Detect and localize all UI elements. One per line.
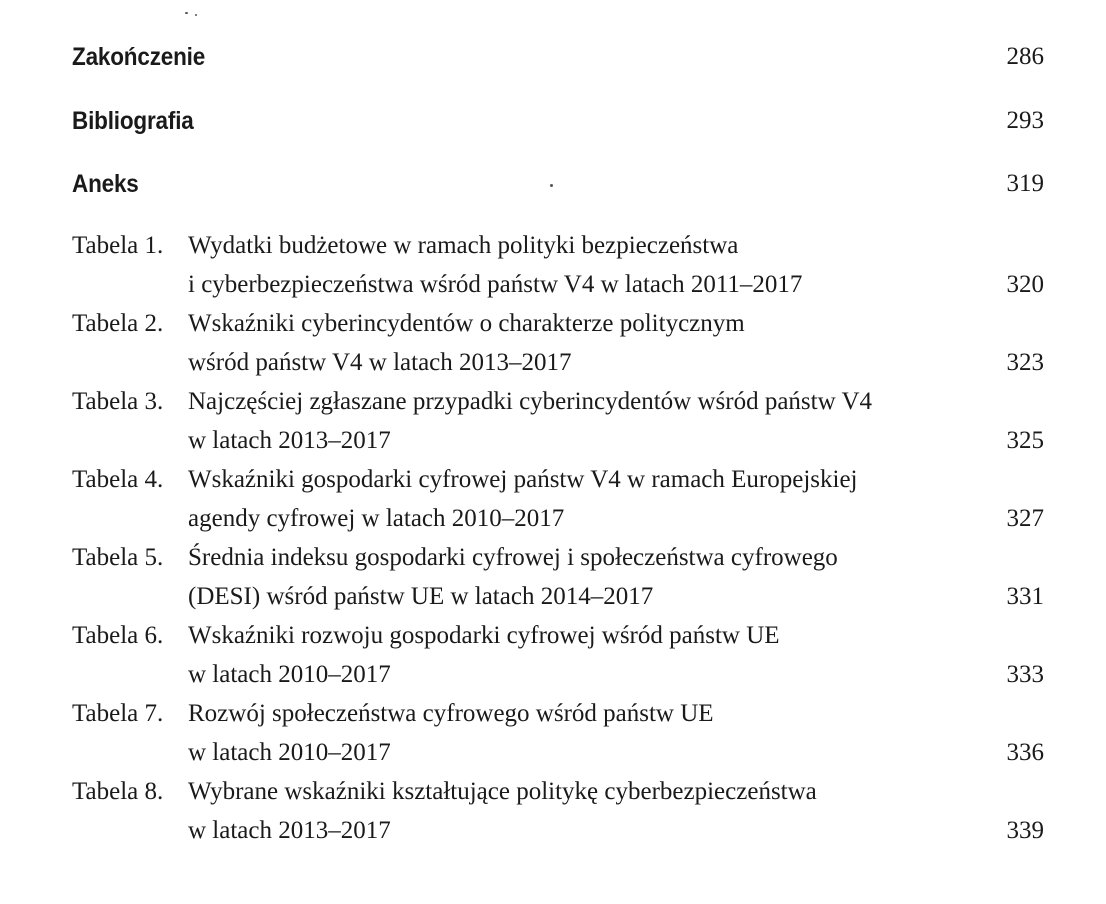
table-label: Tabela 6. <box>72 622 164 649</box>
table-label: Tabela 1. <box>72 232 164 259</box>
table-label: Tabela 4. <box>72 466 164 493</box>
toc-table-entry <box>72 382 1044 460</box>
table-title-line1: Średnia indeksu gospodarki cyfrowej i społeczeństwa cyfrowego <box>188 544 838 571</box>
table-page-number: 327 <box>1006 505 1044 532</box>
table-title-line2: w latach 2013–2017 <box>188 817 391 844</box>
toc-table-entry <box>72 226 1044 304</box>
table-title-line1: Wskaźniki gospodarki cyfrowej państw V4 w ramach Europejskiej <box>188 466 858 493</box>
table-page-number: 325 <box>1006 427 1044 454</box>
table-title-line1: Rozwój społeczeństwa cyfrowego wśród państw UE <box>188 700 714 727</box>
toc-section-bibliografia <box>72 104 1044 144</box>
table-title-line2: w latach 2013–2017 <box>188 427 391 454</box>
toc-table-entry <box>72 538 1044 616</box>
table-title-line2: agendy cyfrowej w latach 2010–2017 <box>188 505 565 532</box>
section-page-number: 293 <box>1006 107 1044 134</box>
section-page-number: 319 <box>1006 170 1044 197</box>
section-title: Zakończenie <box>72 43 206 71</box>
scan-speck <box>195 14 197 16</box>
toc-table-entry <box>72 694 1044 772</box>
scan-speck <box>185 12 188 14</box>
section-title: Bibliografia <box>72 107 194 135</box>
toc-table-entry <box>72 460 1044 538</box>
toc-table-entry <box>72 616 1044 694</box>
table-label: Tabela 7. <box>72 700 164 727</box>
table-title-line1: Wydatki budżetowe w ramach polityki bezpieczeństwa <box>188 232 739 259</box>
table-page-number: 339 <box>1006 817 1044 844</box>
table-page-number: 333 <box>1006 661 1044 688</box>
table-label: Tabela 2. <box>72 310 164 337</box>
table-title-line2: (DESI) wśród państw UE w latach 2014–2017 <box>188 583 654 610</box>
table-label: Tabela 5. <box>72 544 164 571</box>
table-title-line2: w latach 2010–2017 <box>188 661 391 688</box>
section-page-number: 286 <box>1006 43 1044 70</box>
table-title-line2: wśród państw V4 w latach 2013–2017 <box>188 349 572 376</box>
table-page-number: 336 <box>1006 739 1044 766</box>
toc-table-entry <box>72 772 1044 850</box>
annex-table-list <box>72 226 1044 850</box>
table-title-line1: Najczęściej zgłaszane przypadki cyberincydentów wśród państw V4 <box>188 388 873 415</box>
table-title-line2: w latach 2010–2017 <box>188 739 391 766</box>
toc-table-entry <box>72 304 1044 382</box>
section-title: Aneks <box>72 170 139 198</box>
table-page-number: 323 <box>1006 349 1044 376</box>
table-page-number: 331 <box>1006 583 1044 610</box>
toc-section-zakonczenie <box>72 40 1044 80</box>
table-title-line1: Wybrane wskaźniki kształtujące politykę cyberbezpieczeństwa <box>188 778 817 805</box>
table-title-line1: Wskaźniki cyberincydentów o charakterze politycznym <box>188 310 745 337</box>
toc-section-aneks <box>72 167 1044 207</box>
table-title-line1: Wskaźniki rozwoju gospodarki cyfrowej wśród państw UE <box>188 622 780 649</box>
table-title-line2: i cyberbezpieczeństwa wśród państw V4 w latach 2011–2017 <box>188 271 803 298</box>
table-label: Tabela 3. <box>72 388 164 415</box>
table-label: Tabela 8. <box>72 778 164 805</box>
table-page-number: 320 <box>1006 271 1044 298</box>
